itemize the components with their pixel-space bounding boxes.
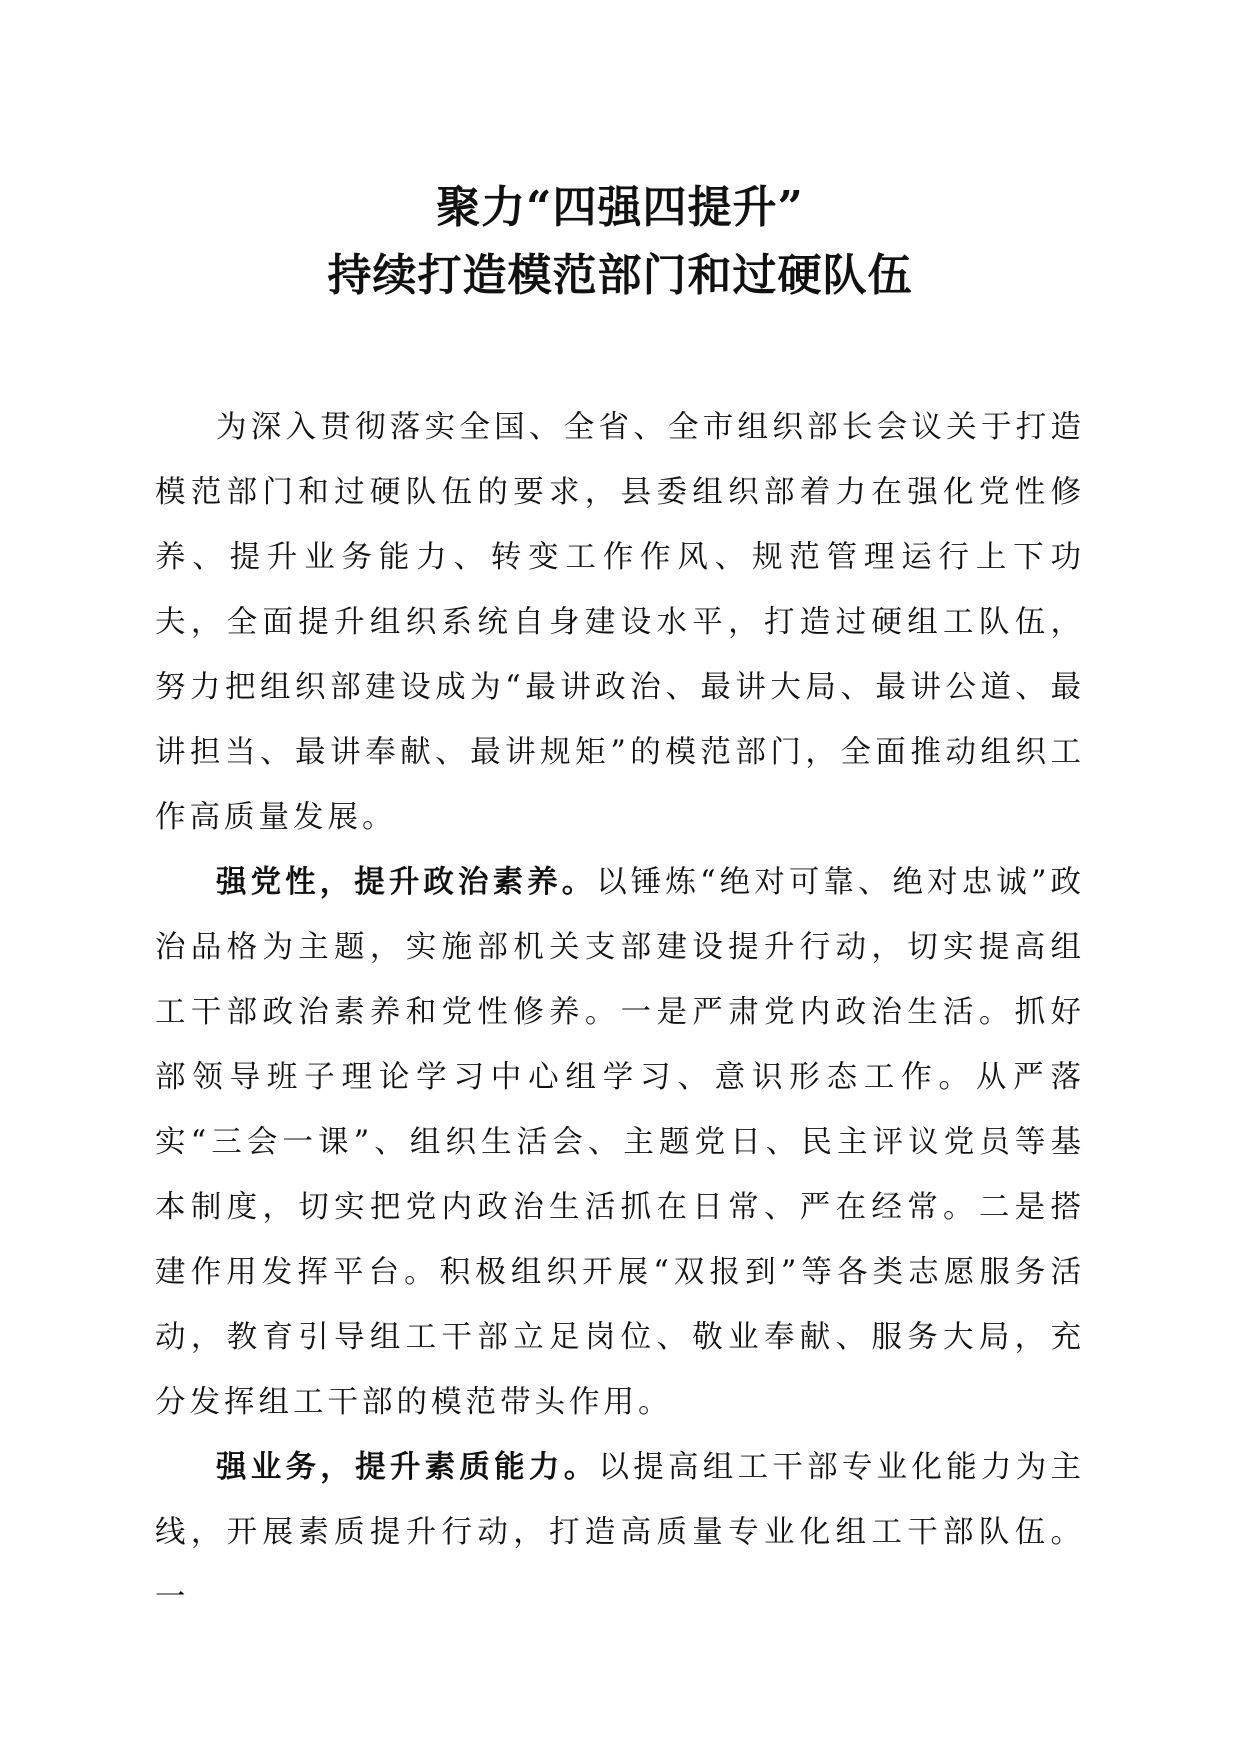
paragraph-text: 以提高组工干部专业化能力为主线，开展素质提升行动，打造高质量专业化组工干部队伍。一	[155, 1450, 1086, 1615]
paragraph-party-spirit	[155, 850, 1085, 1435]
paragraph-lead: 强党性，提升政治素养。	[216, 864, 597, 900]
paragraph-business	[155, 1435, 1085, 1630]
paragraph-text: 以锤炼“绝对可靠、绝对忠诚”政治品格为主题，实施部机关支部建设提升行动，切实提高组工干部政治素养和党性修养。一是严肃党内政治生活。抓好部领导班子理论学习中心组学习、意识形态工作。从严落实“三会一课”、组织生活会、主题党日、民主评议党员等基本制度，切实把党内政治生活抓在日常、严在经常。二是搭建作用发挥平台。积极组织开展“双报到”等各类志愿服务活动，教育引导组工干部立足岗位、敬业奉献、服务大局，充分发挥组工干部的模范带头作用。	[155, 865, 1085, 1420]
document-title-line-2: 持续打造模范部门和过硬队伍	[327, 250, 913, 301]
paragraph-lead: 强业务，提升素质能力。	[216, 1449, 599, 1485]
paragraph-text: 为深入贯彻落实全国、全省、全市组织部长会议关于打造模范部门和过硬队伍的要求，县委组织部着力在强化党性修养、提升业务能力、转变工作作风、规范管理运行上下功夫，全面提升组织系统自身建设水平，打造过硬组工队伍，努力把组织部建设成为“最讲政治、最讲大局、最讲公道、最讲担当、最讲奉献、最讲规矩”的模范部门，全面推动组织工作高质量发展。	[155, 410, 1085, 835]
paragraph-intro	[155, 395, 1085, 850]
document-body	[155, 395, 1085, 1630]
document-title-line-1: 聚力“四强四提升”	[436, 182, 804, 233]
